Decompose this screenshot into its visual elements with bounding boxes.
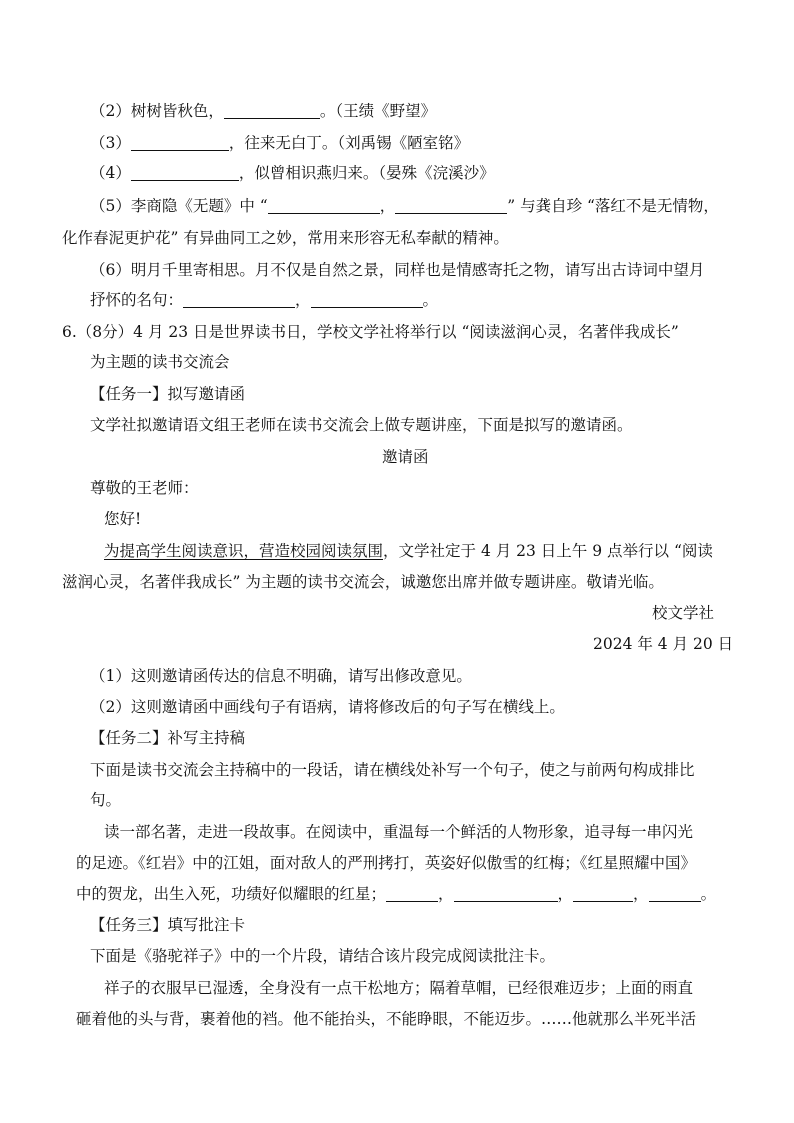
item-number: （3） <box>90 134 131 152</box>
underlined-sentence: 为提高学生阅读意识，营造校园阅读氛围 <box>104 542 384 560</box>
prompt-text: （2）树树皆秋色， <box>90 102 224 120</box>
answer-blank[interactable] <box>454 885 558 902</box>
period: 。 <box>422 291 439 309</box>
letter-salutation: 尊敬的王老师： <box>90 479 199 497</box>
task3-desc: 下面是《骆驼祥子》中的一个片段，请结合该片段完成阅读批注卡。 <box>90 947 556 965</box>
separator: ， <box>557 885 574 903</box>
task3-passage-line2: 砸着他的头与背，裹着他的裆。他不能抬头，不能睁眼，不能迈步。……他就那么半死半活 <box>76 1010 697 1028</box>
q5-item-5-line2: 化作春泥更护花” 有异曲同工之妙，常用来形容无私奉献的精神。 <box>62 229 509 247</box>
letter-greeting: 您好! <box>104 510 142 528</box>
prompt-text: ” 与龚自珍 “落红不是无情物， <box>507 197 719 215</box>
task2-title: 【任务二】补写主持稿 <box>90 729 246 747</box>
answer-blank[interactable] <box>311 291 423 308</box>
letter-signer: 校文学社 <box>652 604 715 622</box>
answer-blank[interactable] <box>395 197 507 214</box>
prompt-text: ，似曾相识燕归来。（晏殊《浣溪沙》 <box>238 164 495 182</box>
letter-title: 邀请函 <box>382 448 429 466</box>
separator: ， <box>379 197 396 215</box>
q5-item-6-line2 <box>90 290 438 310</box>
q5-item-4 <box>90 163 495 183</box>
answer-blank[interactable] <box>386 885 438 902</box>
separator: ， <box>438 885 454 903</box>
q5-item-2 <box>90 101 436 121</box>
prompt-text: （5）李商隐《无题》中 “ <box>90 197 268 215</box>
task1-question-1: （1）这则邀请函传达的信息不明确，请写出修改意见。 <box>90 667 472 685</box>
task3-passage-line1: 祥子的衣服早已湿透，全身没有一点干松地方；隔着草帽，已经很难迈步；上面的雨直 <box>104 979 694 997</box>
task2-desc-line2: 句。 <box>90 791 122 809</box>
letter-body-line2: 滋润心灵，名著伴我成长” 为主题的读书交流会，诚邀您出席并做专题讲座。敬请光临。 <box>62 573 664 591</box>
source-text: 。（王绩《野望》 <box>319 102 437 120</box>
task2-passage-line2: 的足迹。《红岩》中的江姐，面对敌人的严刑拷打，英姿好似傲雪的红梅；《红星照耀中国》 <box>76 854 697 872</box>
separator: ， <box>633 885 649 903</box>
task2-desc-line1: 下面是读书交流会主持稿中的一段话，请在横线处补写一个句子，使之与前两句构成排比 <box>90 761 695 779</box>
separator: ， <box>295 291 311 309</box>
passage-text: 中的贺龙，出生入死，功绩好似耀眼的红星； <box>76 885 387 903</box>
letter-body-line1 <box>104 541 713 561</box>
letter-date: 2024 年 4 月 20 日 <box>593 635 734 653</box>
q5-item-5-line1 <box>90 196 719 216</box>
task3-title: 【任务三】填写批注卡 <box>90 916 246 934</box>
q6-heading-cont: 为主题的读书交流会 <box>90 353 230 371</box>
task1-desc: 文学社拟邀请语文组王老师在读书交流会上做专题讲座，下面是拟写的邀请函。 <box>90 416 633 434</box>
answer-blank[interactable] <box>183 291 295 308</box>
q5-item-6-line1: （6）明月千里寄相思。月不仅是自然之景，同样也是情感寄托之物，请写出古诗词中望月 <box>90 261 705 279</box>
task1-title: 【任务一】拟写邀请函 <box>90 385 246 403</box>
q5-item-3 <box>90 133 469 153</box>
answer-blank[interactable] <box>131 164 239 181</box>
letter-body-text: ，文学社定于 4 月 23 日上午 9 点举行以 “阅读 <box>383 542 713 560</box>
answer-blank[interactable] <box>224 102 320 119</box>
prompt-text: ，往来无白丁。（刘禹锡《陋室铭》 <box>228 134 470 152</box>
answer-blank[interactable] <box>131 134 229 151</box>
q6-heading: 6.（8分）4 月 23 日是世界读书日，学校文学社将举行以 “阅读滋润心灵，名著伴我成长” <box>62 323 679 341</box>
prompt-text: 抒怀的名句： <box>90 291 184 309</box>
item-number: （4） <box>90 164 131 182</box>
answer-blank[interactable] <box>268 197 380 214</box>
answer-blank[interactable] <box>573 885 633 902</box>
task2-passage-line1: 读一部名著，走进一段故事。在阅读中，重温每一个鲜活的人物形象，追寻每一串闪光 <box>104 823 694 841</box>
period: 。 <box>700 885 717 903</box>
answer-blank[interactable] <box>649 885 701 902</box>
task2-passage-line3 <box>76 884 716 904</box>
task1-question-2: （2）这则邀请函中画线句子有语病，请将修改后的句子写在横线上。 <box>90 698 565 716</box>
